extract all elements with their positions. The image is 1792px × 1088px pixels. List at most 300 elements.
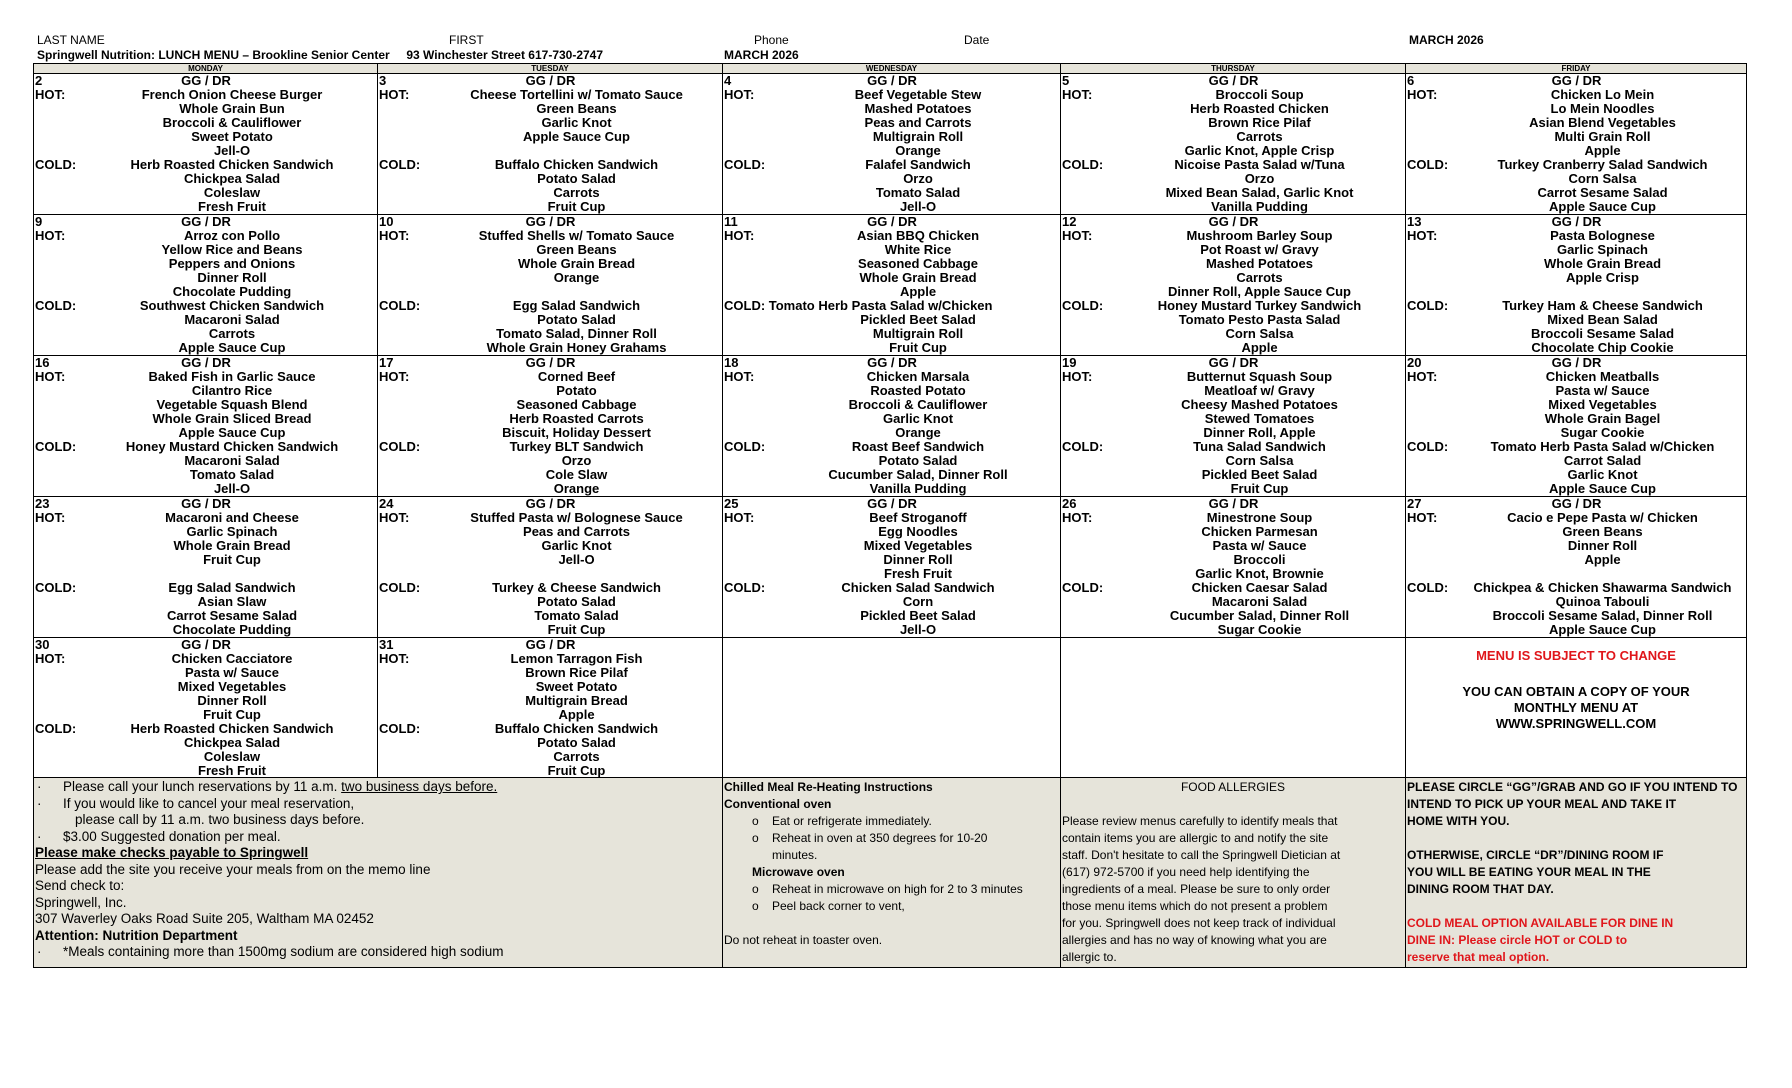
hot-item (378, 553, 722, 567)
empty-day-cell (723, 638, 1061, 779)
cold-item (378, 440, 722, 454)
menu-item: Pickled Beet Salad (1201, 468, 1318, 482)
label-spacer (1061, 200, 1114, 214)
cold-item (1406, 158, 1746, 172)
day-cell (1061, 215, 1406, 356)
weekday-header: FRIDAY (1406, 64, 1747, 74)
cold-item (1406, 327, 1746, 341)
day-cell (1406, 356, 1747, 497)
menu-item: Macaroni Salad (184, 313, 280, 327)
hot-item (378, 285, 722, 299)
label-spacer (34, 130, 87, 144)
menu-item: Apple Crisp (1566, 271, 1639, 285)
hot-item (723, 539, 1060, 553)
label-spacer (723, 341, 776, 355)
circle-line: YOU WILL BE EATING YOUR MEAL IN THE (1407, 865, 1651, 879)
label-spacer (34, 285, 87, 299)
menu-calendar (33, 63, 1747, 779)
day-cell (1061, 74, 1406, 215)
hot-item (1406, 257, 1746, 271)
hot-item (1061, 426, 1405, 440)
label-spacer (1406, 525, 1459, 539)
menu-item: Mixed Bean Salad (1547, 313, 1658, 327)
hot-item (34, 285, 377, 299)
cold-item (34, 581, 377, 595)
menu-item: Orange (895, 144, 941, 158)
cold-item (723, 581, 1060, 595)
label-spacer (723, 482, 776, 496)
cold-item (1061, 482, 1405, 496)
day-number: 16 (35, 355, 50, 370)
day-cell (34, 215, 378, 356)
label-spacer (1061, 398, 1114, 412)
label-spacer (1406, 313, 1459, 327)
menu-item (431, 285, 722, 299)
menu-item: Chicken Marsala (866, 370, 970, 384)
hot-item (378, 525, 722, 539)
menu-item: Honey Mustard Turkey Sandwich (1157, 299, 1362, 313)
menu-item: Broccoli Sesame Salad (1530, 327, 1675, 341)
day-number: 31 (379, 637, 394, 652)
menu-item (431, 144, 722, 158)
cold-item (1061, 200, 1405, 214)
hot-item (1406, 130, 1746, 144)
menu-item (87, 567, 377, 581)
label-spacer (34, 426, 87, 440)
hot-item (1061, 102, 1405, 116)
label-spacer (34, 384, 87, 398)
hot-item (378, 384, 722, 398)
label-spacer (1061, 172, 1114, 186)
label-spacer (723, 468, 776, 482)
hot-item (723, 144, 1060, 158)
label-spacer (378, 186, 431, 200)
menu-item: Cilantro Rice (191, 384, 273, 398)
hot-item (378, 116, 722, 130)
label-spacer (1406, 130, 1459, 144)
label-spacer (34, 750, 87, 764)
cold-item (378, 172, 722, 186)
gg-dr-label: GG / DR (867, 355, 917, 370)
hot-item (378, 257, 722, 271)
menu-item: Arroz con Pollo (183, 229, 281, 243)
circle-line (1407, 830, 1745, 847)
weekday-header: TUESDAY (378, 64, 723, 74)
hot-item (723, 511, 1060, 525)
hot-label: HOT: (724, 87, 755, 102)
day-number: 6 (1407, 73, 1415, 88)
hot-item (1061, 88, 1405, 102)
reheat-title: Chilled Meal Re-Heating Instructions (724, 780, 933, 794)
label-spacer (1061, 539, 1114, 553)
cold-label: COLD: (35, 580, 77, 595)
gg-dr-label: GG / DR (1208, 214, 1259, 229)
menu-item: Turkey Ham & Cheese Sandwich (1502, 299, 1703, 313)
menu-item: Corn Salsa (1568, 172, 1637, 186)
menu-item: Carrot Sesame Salad (166, 609, 298, 623)
cold-item (34, 750, 377, 764)
cold-option-line: reserve that meal option. (1407, 950, 1550, 964)
weekday-header: THURSDAY (1061, 64, 1406, 74)
hot-item (1406, 539, 1746, 553)
menu-item: Turkey BLT Sandwich (509, 440, 644, 454)
reheat-step: o Eat or refrigerate immediately. (752, 814, 932, 828)
menu-item: Brown Rice Pilaf (525, 666, 628, 680)
menu-item: Coleslaw (203, 750, 261, 764)
cold-item (378, 186, 722, 200)
menu-item: Apple (558, 708, 595, 722)
checks-title: Please make checks payable to Springwell (35, 845, 309, 860)
hot-item (378, 370, 722, 384)
menu-item: Apple (1584, 553, 1621, 567)
menu-item: Coleslaw (203, 186, 261, 200)
menu-item: Garlic Spinach (186, 525, 278, 539)
cold-item (34, 468, 377, 482)
menu-item: Fruit Cup (547, 623, 606, 637)
menu-item: Mixed Vegetables (177, 680, 287, 694)
menu-item: Mixed Bean Salad, Garlic Knot (1165, 186, 1354, 200)
allergies-line: allergies and has no way of knowing what you are (1062, 933, 1327, 947)
hot-label: HOT: (35, 87, 66, 102)
menu-item: Tomato Salad (189, 468, 275, 482)
menu-item: Fruit Cup (1230, 482, 1289, 496)
label-spacer (34, 454, 87, 468)
menu-item: Jell-O (213, 482, 251, 496)
label-spacer (1406, 623, 1459, 637)
menu-copy-line: MONTHLY MENU AT (1513, 700, 1639, 715)
label-spacer (1061, 454, 1114, 468)
cancel-bullet-cont: please call by 11 a.m. two business days before. (75, 812, 365, 827)
menu-item: Green Beans (536, 243, 617, 257)
circle-instructions-text (1407, 779, 1745, 915)
gg-dr-label: GG / DR (181, 496, 231, 511)
menu-item: Garlic Knot, Brownie (1195, 567, 1324, 581)
cold-label: COLD: (1062, 580, 1104, 595)
menu-item: Dinner Roll (197, 271, 267, 285)
cold-item (34, 623, 377, 637)
menu-item: Pot Roast w/ Gravy (1200, 243, 1319, 257)
day-header (34, 497, 377, 511)
reservation-info-panel (34, 778, 723, 968)
cold-item (1406, 341, 1746, 355)
menu-item: Carrots (1236, 271, 1283, 285)
label-spacer (723, 116, 776, 130)
label-spacer (34, 680, 87, 694)
cold-item (378, 764, 722, 778)
memo-line: Please add the site you receive your meals from on the memo line (35, 861, 431, 877)
label-spacer (1061, 341, 1114, 355)
label-spacer (1061, 412, 1114, 426)
menu-item: Fruit Cup (547, 764, 606, 778)
day-cell (34, 356, 378, 497)
menu-item: Peppers and Onions (168, 257, 296, 271)
cold-label: COLD: (379, 439, 421, 454)
circle-line (1407, 898, 1745, 915)
hot-label: HOT: (1407, 510, 1438, 525)
label-spacer (723, 285, 776, 299)
day-cell (34, 74, 378, 215)
menu-item: Mushroom Barley Soup (1186, 229, 1333, 243)
hot-item (723, 88, 1060, 102)
donation-bullet: · $3.00 Suggested donation per meal. (37, 828, 281, 844)
cold-item (378, 158, 722, 172)
hot-item (1406, 525, 1746, 539)
label-spacer (1406, 172, 1459, 186)
label-spacer (378, 694, 431, 708)
menu-item: Sweet Potato (191, 130, 273, 144)
day-cell (723, 497, 1061, 638)
circle-line: OTHERWISE, CIRCLE “DR”/DINING ROOM IF (1407, 848, 1664, 862)
label-spacer (34, 525, 87, 539)
hot-item (723, 398, 1060, 412)
menu-item: Tomato Salad (534, 609, 619, 623)
last-name-label: LAST NAME (37, 33, 105, 47)
org-name: Springwell, Inc. (35, 894, 127, 910)
hot-item (378, 426, 722, 440)
cold-item (1061, 581, 1405, 595)
label-spacer (1061, 116, 1114, 130)
cold-label: COLD: (379, 580, 421, 595)
menu-item: Apple Sauce Cup (1549, 200, 1656, 214)
menu-item: Garlic Knot (1567, 468, 1638, 482)
cold-label: COLD: (1407, 157, 1449, 172)
cold-item (723, 468, 1060, 482)
hot-item (1406, 567, 1746, 581)
cold-label: COLD: (379, 298, 421, 313)
menu-item: Falafel Sandwich (865, 158, 971, 172)
menu-item: Fruit Cup (203, 553, 261, 567)
menu-item: Herb Roasted Carrots (509, 412, 644, 426)
day-cell (723, 215, 1061, 356)
label-spacer (378, 341, 431, 355)
label-spacer (34, 553, 87, 567)
allergies-line: staff. Don't hesitate to call the Springwell Dietician at (1062, 848, 1341, 862)
day-number: 25 (724, 496, 739, 511)
cold-item (1061, 327, 1405, 341)
menu-item: Asian BBQ Chicken (856, 229, 980, 243)
menu-item: Broccoli (1233, 553, 1286, 567)
label-spacer (723, 525, 776, 539)
label-spacer (34, 271, 87, 285)
hot-label: HOT: (1062, 87, 1093, 102)
day-header (378, 74, 722, 88)
menu-item: Jell-O (899, 623, 937, 637)
gg-dr-label: GG / DR (525, 214, 576, 229)
cold-item (723, 623, 1060, 637)
hot-item (1061, 539, 1405, 553)
label-spacer (1061, 257, 1114, 271)
label-spacer (1061, 384, 1114, 398)
reheat-step-cont: minutes. (772, 848, 818, 862)
label-spacer (1061, 525, 1114, 539)
cold-label: COLD: (379, 721, 421, 736)
send-check-label: Send check to: (35, 878, 125, 893)
cold-item (34, 454, 377, 468)
cold-item (1061, 158, 1405, 172)
label-spacer (34, 666, 87, 680)
hot-item (34, 680, 377, 694)
cold-item (34, 299, 377, 313)
allergies-line: those menu items which do not present a problem (1062, 899, 1328, 913)
day-cell (723, 74, 1061, 215)
day-header (1406, 215, 1746, 229)
menu-item: Chickpea Salad (183, 172, 281, 186)
cold-inline-item: COLD: Tomato Herb Pasta Salad w/Chicken (724, 298, 993, 313)
cold-item (1406, 299, 1746, 313)
menu-item: Fresh Fruit (884, 567, 952, 581)
label-spacer (1406, 567, 1459, 581)
label-spacer (378, 764, 431, 778)
label-spacer (1406, 257, 1459, 271)
menu-item: Fruit Cup (889, 341, 947, 355)
label-spacer (1061, 186, 1114, 200)
hot-item (378, 567, 722, 581)
label-spacer (378, 327, 431, 341)
cold-option-notice (1407, 915, 1745, 966)
gg-dr-label: GG / DR (1551, 355, 1602, 370)
day-header (34, 356, 377, 370)
food-allergies-panel (1061, 778, 1406, 968)
menu-item: Dinner Roll, Apple (1203, 426, 1316, 440)
label-spacer (1406, 243, 1459, 257)
menu-item: Cheese Tortellini w/ Tomato Sauce (470, 88, 683, 102)
cold-item (34, 341, 377, 355)
menu-item: Potato Salad (537, 595, 616, 609)
weekday-header-row (34, 64, 1747, 74)
label-spacer (723, 623, 776, 637)
day-header (723, 497, 1060, 511)
cold-item (1406, 440, 1746, 454)
cold-item (1061, 172, 1405, 186)
day-cell (1061, 497, 1406, 638)
hot-item (723, 553, 1060, 567)
menu-item: Apple Sauce Cup (523, 130, 630, 144)
label-spacer (378, 609, 431, 623)
hot-item (1061, 116, 1405, 130)
cold-label: COLD: (379, 157, 421, 172)
menu-item: Chicken Parmesan (1201, 525, 1318, 539)
menu-item: Broccoli & Cauliflower (848, 398, 988, 412)
cold-item (1061, 341, 1405, 355)
day-number: 30 (35, 637, 50, 652)
hot-item (34, 398, 377, 412)
hot-label: HOT: (1062, 369, 1093, 384)
menu-item: Carrots (553, 750, 600, 764)
hot-item (723, 370, 1060, 384)
cold-item (723, 172, 1060, 186)
hot-item (1061, 130, 1405, 144)
day-header (34, 215, 377, 229)
hot-item (1061, 285, 1405, 299)
menu-item: Garlic Knot (541, 116, 612, 130)
menu-item: Chicken Cacciatore (171, 652, 293, 666)
gg-dr-label: GG / DR (525, 73, 576, 88)
month-title-left: MARCH 2026 (724, 48, 799, 62)
menu-item: Corned Beef (537, 370, 616, 384)
cold-item (723, 595, 1060, 609)
gg-dr-label: GG / DR (181, 73, 231, 88)
cold-item (34, 440, 377, 454)
cold-item (378, 313, 722, 327)
cold-item (378, 454, 722, 468)
day-header (378, 356, 722, 370)
day-number: 18 (724, 355, 739, 370)
allergies-line: for you. Springwell does not keep track of individual (1062, 916, 1336, 930)
menu-item: Pasta w/ Sauce (185, 666, 279, 680)
label-spacer (1061, 482, 1114, 496)
first-name-label: FIRST (449, 33, 484, 47)
label-spacer (378, 482, 431, 496)
menu-item: Fruit Cup (203, 708, 261, 722)
label-spacer (723, 553, 776, 567)
day-header (723, 356, 1060, 370)
day-number: 2 (35, 73, 43, 88)
label-spacer (1061, 243, 1114, 257)
menu-item: Chicken Meatballs (1545, 370, 1660, 384)
menu-item: Minestrone Soup (1206, 511, 1313, 525)
menu-item: Dinner Roll, Apple Sauce Cup (1168, 285, 1351, 299)
cold-item (378, 482, 722, 496)
hot-item (1406, 285, 1746, 299)
menu-item: Pickled Beet Salad (860, 609, 976, 623)
hot-item (1406, 412, 1746, 426)
cold-label: COLD: (1407, 298, 1449, 313)
week-row (34, 356, 1747, 497)
label-spacer (34, 144, 87, 158)
cold-item (1061, 313, 1405, 327)
menu-item (1459, 285, 1746, 299)
menu-item: Butternut Squash Soup (1186, 370, 1333, 384)
cold-item (1406, 595, 1746, 609)
label-spacer (1061, 285, 1114, 299)
hot-item (378, 144, 722, 158)
label-spacer (378, 666, 431, 680)
label-spacer (34, 623, 87, 637)
menu-item: Macaroni Salad (1211, 595, 1308, 609)
week-row (34, 638, 1747, 779)
circle-line: HOME WITH YOU. (1407, 814, 1510, 828)
reheat-step: o Peel back corner to vent, (752, 899, 905, 913)
hot-item (1406, 116, 1746, 130)
label-spacer (34, 736, 87, 750)
cold-item (34, 186, 377, 200)
label-spacer (723, 426, 776, 440)
cold-item (34, 595, 377, 609)
label-spacer (378, 398, 431, 412)
hot-item (34, 525, 377, 539)
hot-item (34, 116, 377, 130)
menu-item: Chocolate Pudding (172, 623, 292, 637)
hot-item (723, 102, 1060, 116)
menu-item: Whole Grain Bread (517, 257, 636, 271)
label-spacer (378, 454, 431, 468)
menu-item: Vanilla Pudding (1211, 200, 1308, 214)
hot-item (34, 229, 377, 243)
day-number: 26 (1062, 496, 1077, 511)
hot-item (1061, 511, 1405, 525)
menu-item: Carrots (1236, 130, 1283, 144)
menu-item: Dinner Roll (1567, 539, 1638, 553)
hot-item (34, 243, 377, 257)
menu-item: Tuna Salad Sandwich (1193, 440, 1326, 454)
menu-item: Vegetable Squash Blend (156, 398, 308, 412)
hot-item (378, 652, 722, 666)
menu-item: Lemon Tarragon Fish (510, 652, 643, 666)
weekday-header: MONDAY (34, 64, 378, 74)
hot-item (1061, 412, 1405, 426)
allergies-text (1062, 813, 1404, 966)
label-spacer (1061, 144, 1114, 158)
